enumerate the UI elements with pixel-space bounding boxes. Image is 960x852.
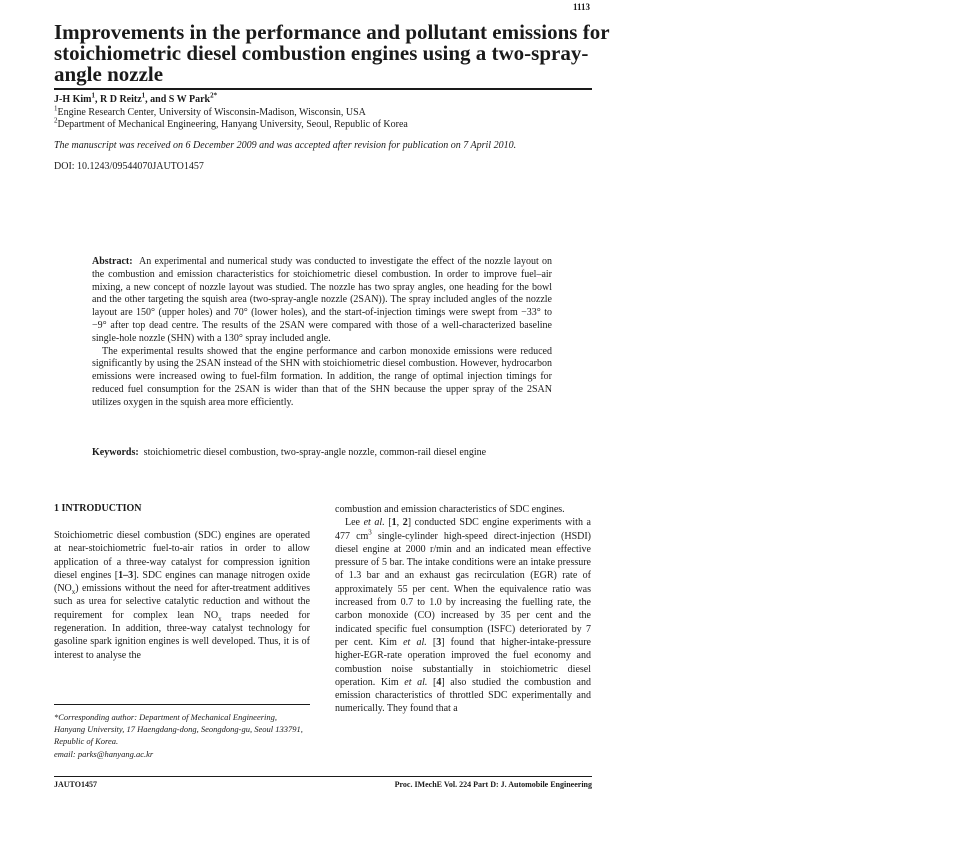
superscript: 3 xyxy=(368,528,372,537)
body-text: ] also studied the combustion and emission characteristics of throttled SDC experimentally and numerically. They found that a xyxy=(335,676,591,715)
affiliation xyxy=(54,104,366,118)
body-paragraph xyxy=(335,503,591,716)
author-affil-mark: 2* xyxy=(210,91,218,100)
footnote-email: email: parks@hanyang.ac.kr xyxy=(54,748,154,759)
abstract-paragraph xyxy=(92,256,552,346)
body-text: ]. SDC engines can manage nitrogen oxide (NO xyxy=(54,569,311,595)
manuscript-dates: The manuscript was received on 6 December 2009 and was accepted after revision for publication on 7 April 2010. xyxy=(54,140,517,151)
subscript: x xyxy=(218,614,222,623)
title-rule xyxy=(54,88,592,90)
footnote-address: *Corresponding author: Department of Mechanical Engineering, Hanyang University, 17 Haengdang-dong, Seongdong-gu, Seoul 133791, Republic of Korea. xyxy=(54,712,303,747)
citation-link[interactable]: 4 xyxy=(436,676,442,688)
body-text: [ xyxy=(426,636,437,648)
affiliation-text: Department of Mechanical Engineering, Hanyang University, Seoul, Republic of Korea xyxy=(57,119,408,130)
corresponding-author-footnote xyxy=(54,711,310,760)
author-list xyxy=(54,91,218,105)
affiliation-mark: 1 xyxy=(54,104,58,113)
author-name: J-H Kim xyxy=(54,94,92,105)
author-name: S W Park xyxy=(168,94,211,105)
footer-rule xyxy=(54,776,592,777)
body-text: single-cylinder high-speed direct-injection (HSDI) diesel engine at 2000 r/min and an indicated mean effective pressure of 5 bar. The intake conditions were an intake pressure of 1.3 bar and an exhaust gas recirculation (EGR) rate of approximately 55 per cent. When the equivalence ratio was increased from 0.7 to 1.0 by increasing the fuelling rate, the carbon monoxide (CO) increased by 35 per cent and the indicated specific fuel consumption (ISFC) deteriorated by 7 per cent. Kim xyxy=(335,530,592,648)
affiliation xyxy=(54,116,408,130)
keywords-text: stoichiometric diesel combustion, two-spray-angle nozzle, common-rail diesel engine xyxy=(143,447,487,458)
body-text: [ xyxy=(427,676,437,688)
paper-title: Improvements in the performance and pollutant emissions for stoichiometric diesel combustion engines using a two-spray-angle nozzle xyxy=(54,20,610,86)
author-separator: , xyxy=(95,94,100,105)
doi: DOI: 10.1243/09544070JAUTO1457 xyxy=(54,161,204,172)
author-separator: , and xyxy=(145,94,169,105)
body-text: Stoichiometric diesel combustion (SDC) engines are operated at near-stoichiometric fuel-to-air ratios in order to allow application of a three-way catalyst for compression ignition diesel engines [ xyxy=(54,530,310,581)
keywords-label: Keywords: xyxy=(92,447,139,458)
section-heading: 1 INTRODUCTION xyxy=(54,503,142,514)
et-al: et al. xyxy=(403,636,427,648)
body-text: Lee xyxy=(345,517,364,529)
body-text: [ xyxy=(384,517,392,529)
et-al: et al. xyxy=(363,517,385,529)
affiliation-mark: 2 xyxy=(54,116,58,125)
citation-link[interactable]: 1 xyxy=(391,517,397,529)
body-paragraph xyxy=(54,529,310,662)
footer-journal: Proc. IMechE Vol. 224 Part D: J. Automobile Engineering xyxy=(394,780,592,789)
abstract-paragraph: The experimental results showed that the engine performance and carbon monoxide emissions were reduced significantly by using the 2SAN instead of the SHN with stoichiometric diesel combustion. However, hydrocarbon emissions were increased owing to fuel-film formation. In addition, the range of optimal injection timings for reduced fuel consumption for the 2SAN is wider than that of the SHN because the upper spray of the 2SAN utilizes oxygen in the squish area more efficiently. xyxy=(92,345,552,408)
body-text: , xyxy=(396,517,403,529)
body-text: combustion and emission characteristics of SDC engines. xyxy=(335,504,565,515)
et-al: et al. xyxy=(404,676,428,688)
citation-link[interactable]: 1–3 xyxy=(118,569,134,581)
abstract-text: An experimental and numerical study was conducted to investigate the effect of the nozzle layout on the combustion and emission characteristics for stoichiometric diesel combustion. In order to improve fuel–air mixing, a new concept of nozzle layout was studied. The nozzle has two spray angles, one heading for the bowl and the other targeting the squish area (two-spray-angle nozzle (2SAN)). The spray included angles of the nozzle layout are 150° (upper holes) and 70° (lower holes), and the start-of-injection timings were swept from −33° to −9° after top dead centre. The results of the 2SAN were compared with those of a well-characterized baseline single-hole nozzle (SHN) with a 130° spray included angle. xyxy=(92,256,553,344)
author-name: R D Reitz xyxy=(100,94,142,105)
subscript: x xyxy=(71,588,76,597)
page-number: 1113 xyxy=(572,2,590,12)
body-text: traps needed for regeneration. In addition, three-way catalyst technology for gasoline spark ignition engines is well developed. Thus, it is of interest to analyse the xyxy=(54,609,310,661)
affiliation-text: Engine Research Center, University of Wisconsin-Madison, Wisconsin, USA xyxy=(57,107,366,118)
footnote-rule xyxy=(54,704,310,705)
abstract xyxy=(92,256,552,410)
author-affil-mark: 1 xyxy=(141,91,146,100)
body-text: ] conducted SDC engine experiments with a 477 cm xyxy=(335,517,591,542)
abstract-label: Abstract: xyxy=(92,256,133,267)
citation-link[interactable]: 2 xyxy=(402,517,408,529)
keywords xyxy=(92,447,552,460)
citation-link[interactable]: 3 xyxy=(436,636,442,648)
footer-article-code: JAUTO1457 xyxy=(54,780,97,789)
body-text: ) emissions without the need for after-treatment additives such as urea for selective catalytic reduction and without the requirement for complex lean NO xyxy=(54,583,310,621)
body-text: ] found that higher-intake-pressure higher-EGR-rate operation improved the fuel economy and combustion noise substantially in stoichiometric diesel operation. Kim xyxy=(335,636,591,688)
author-affil-mark: 1 xyxy=(91,91,95,100)
